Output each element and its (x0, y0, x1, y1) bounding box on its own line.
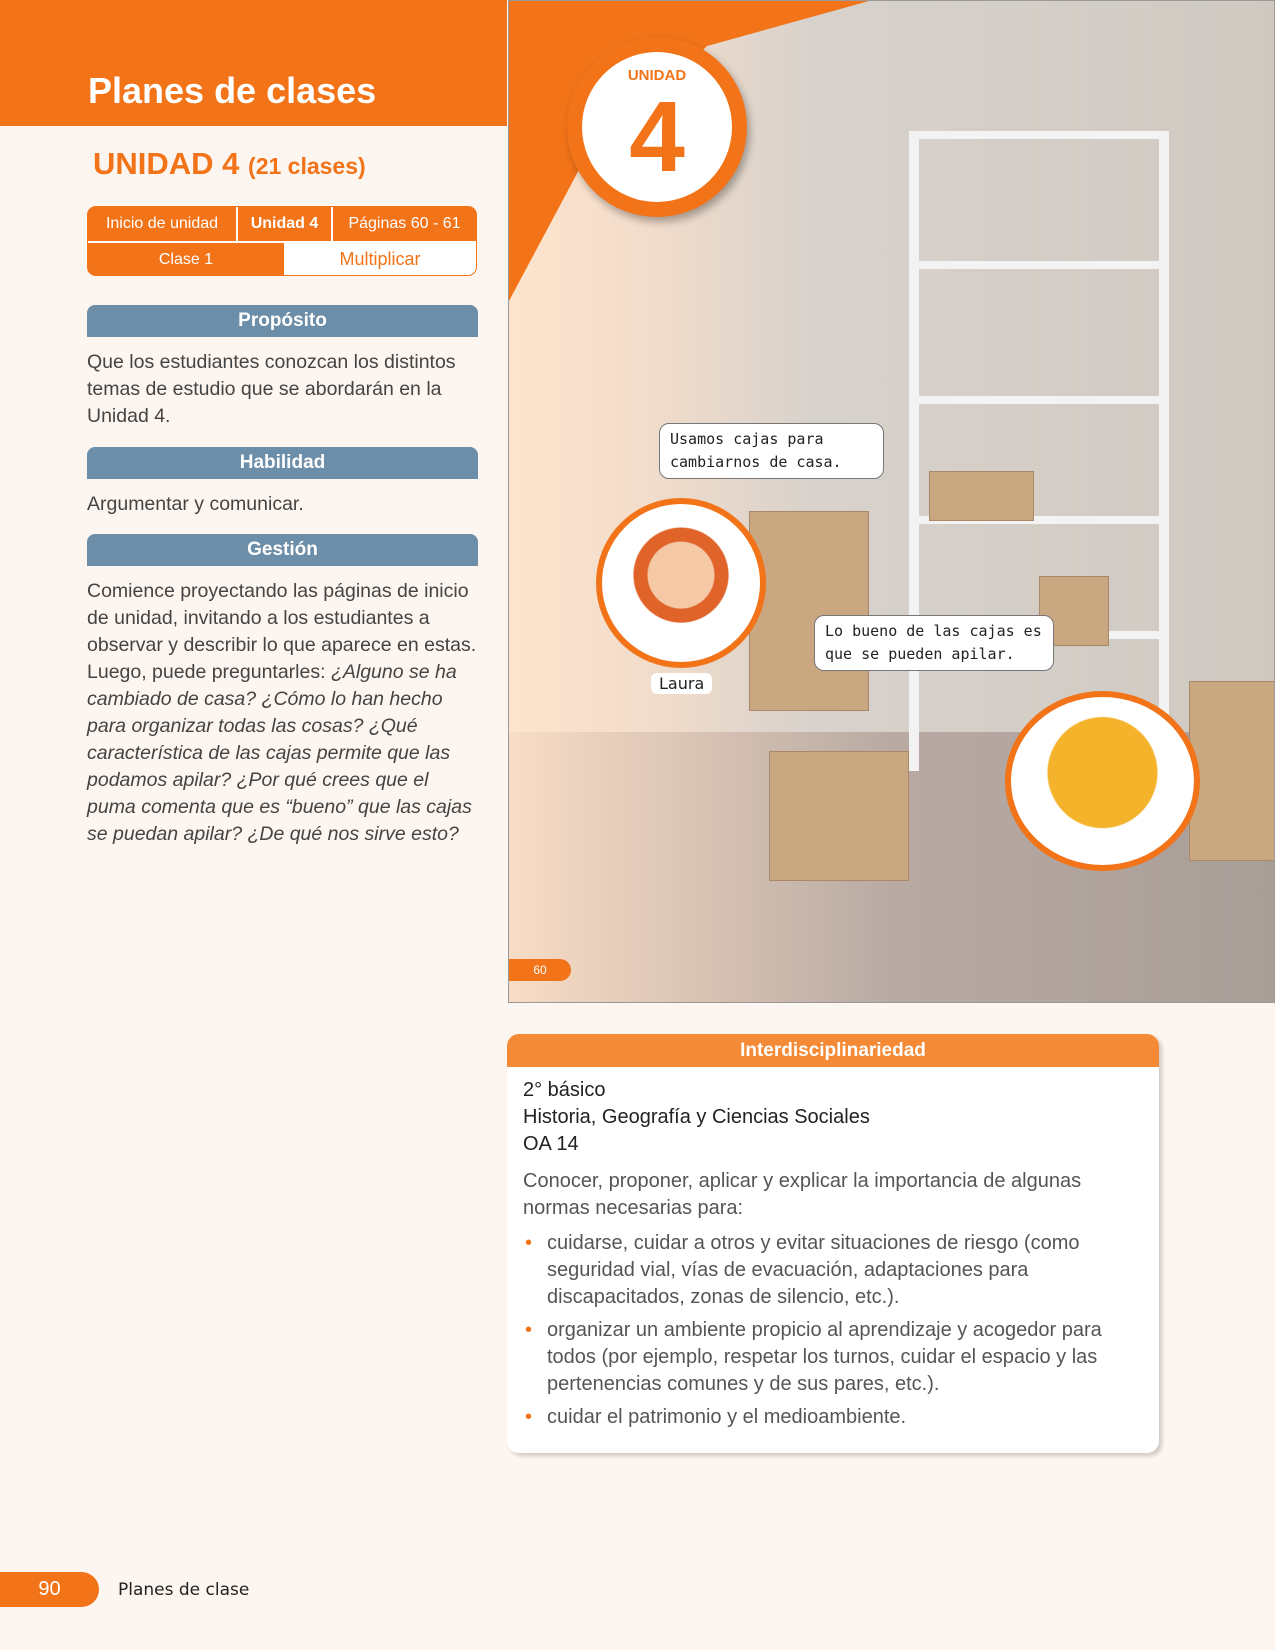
habilidad-heading: Habilidad (87, 447, 478, 479)
description: Conocer, proponer, aplicar y explicar la importancia de algunas normas necesarias para: (523, 1170, 1082, 1219)
list-item: • cuidarse, cuidar a otros y evitar situaciones de riesgo (como seguridad vial, vías de evacuación, adaptaciones para discapacitados, zonas de silencio, etc.). (523, 1230, 1143, 1311)
proposito-heading: Propósito (87, 305, 478, 337)
list-item: • cuidar el patrimonio y el medioambiente. (523, 1404, 1143, 1431)
speech-bubble-laura: Usamos cajas para cambiarnos de casa. (659, 423, 884, 479)
student-page-number: 60 (509, 959, 571, 981)
pages-cell: Páginas 60 - 61 (348, 215, 461, 232)
unit-cell: Unidad 4 (238, 207, 333, 241)
gestion-questions: ¿Alguno se ha cambiado de casa? ¿Cómo lo han hecho para organizar todas las cosas? ¿Qué característica de las cajas permite que las podamos apilar? ¿Por qué crees que el puma comenta que es “bueno” que las cajas se puedan apilar? ¿De qué nos sirve esto? (87, 661, 472, 845)
shelf (909, 131, 1169, 771)
footer-label: Planes de clase (118, 1580, 250, 1600)
habilidad-text: Argumentar y comunicar. (87, 493, 304, 515)
gestion-intro: Comience proyectando las páginas de inicio de unidad, invitando a los estudiantes a observar y describir lo que aparece en estas. Luego, puede preguntarles: (87, 580, 477, 683)
laura-character (596, 498, 766, 668)
box (749, 511, 869, 711)
page-number: 90 (0, 1572, 99, 1607)
box (1189, 681, 1275, 861)
unit-title (93, 146, 366, 182)
info-table (87, 206, 477, 276)
subject: Historia, Geografía y Ciencias Sociales (523, 1106, 870, 1128)
unit-badge (567, 37, 747, 217)
norms-list (523, 1230, 1143, 1431)
box (929, 471, 1034, 521)
box (769, 751, 909, 881)
badge-number: 4 (629, 81, 685, 193)
topic-cell: Multiplicar (284, 243, 476, 276)
grade: 2° básico (523, 1079, 606, 1101)
character-name: Laura (651, 673, 712, 694)
unit-name: UNIDAD 4 (93, 146, 240, 181)
interdisciplinariedad-heading: Interdisciplinariedad (507, 1034, 1159, 1067)
puma-character (1005, 691, 1200, 871)
student-page-image (508, 0, 1275, 1003)
gestion-heading: Gestión (87, 534, 478, 566)
class-cell: Clase 1 (158, 250, 214, 268)
list-item: • organizar un ambiente propicio al aprendizaje y acogedor para todos (por ejemplo, respetar los turnos, cuidar el espacio y las pertenencias comunes y de sus pares, etc.). (523, 1317, 1143, 1398)
unit-class-count: (21 clases) (248, 153, 366, 179)
page-header (0, 0, 507, 126)
section-cell: Inicio de unidad (88, 207, 238, 241)
page-title: Planes de clases (88, 70, 377, 111)
badge-label: UNIDAD (627, 67, 687, 84)
gestion-text (87, 578, 482, 848)
speech-bubble-puma: Lo bueno de las cajas es que se pueden apilar. (814, 615, 1054, 671)
interdisciplinariedad-box (507, 1034, 1159, 1453)
proposito-text: Que los estudiantes conozcan los distintos temas de estudio que se abordarán en la Unidad 4. (87, 351, 456, 427)
oa: OA 14 (523, 1133, 579, 1155)
